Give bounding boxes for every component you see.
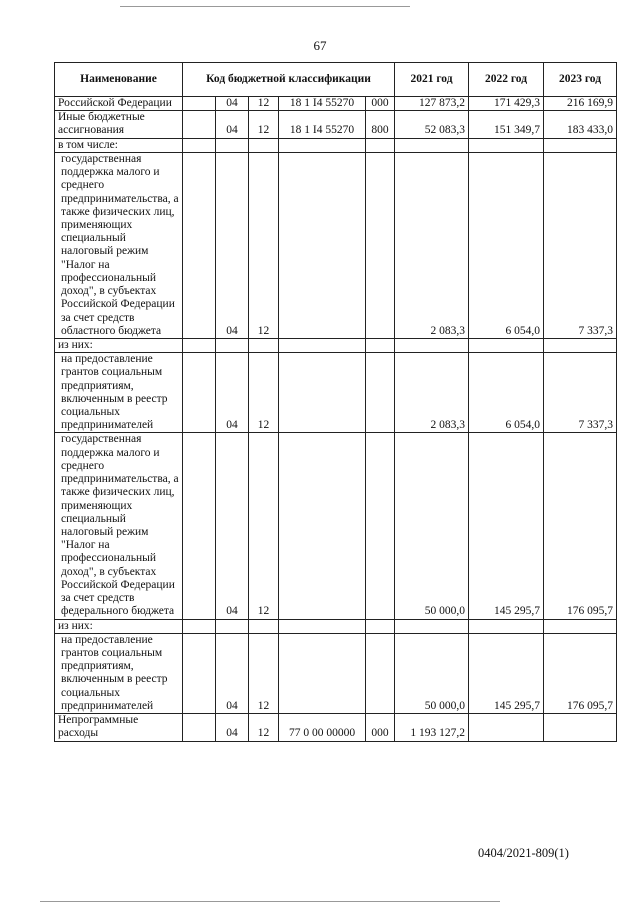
table-row <box>55 433 617 619</box>
cell-section: 04 <box>216 714 249 741</box>
cell-2022: 145 295,7 <box>469 633 544 713</box>
cell-blank <box>183 338 216 352</box>
cell-expense-type <box>366 152 395 338</box>
cell-2023: 183 433,0 <box>544 111 617 138</box>
cell-subsection: 12 <box>249 633 279 713</box>
cell-name: Иные бюджетные ассигнования <box>55 111 183 138</box>
cell-2023 <box>544 714 617 741</box>
cell-section: 04 <box>216 633 249 713</box>
cell-expense-type <box>366 619 395 633</box>
cell-target-article <box>279 338 366 352</box>
cell-target-article <box>279 633 366 713</box>
cell-name: из них: <box>55 619 183 633</box>
cell-blank <box>183 714 216 741</box>
cell-2021: 50 000,0 <box>395 633 469 713</box>
header-code: Код бюджетной классификации <box>183 63 395 97</box>
table-row <box>55 338 617 352</box>
cell-name: Непрограммные расходы <box>55 714 183 741</box>
scan-artifact-top <box>120 6 410 7</box>
cell-section: 04 <box>216 111 249 138</box>
cell-section: 04 <box>216 97 249 111</box>
cell-2022: 171 429,3 <box>469 97 544 111</box>
cell-expense-type: 800 <box>366 111 395 138</box>
cell-target-article: 18 1 I4 55270 <box>279 111 366 138</box>
cell-2023: 7 337,3 <box>544 152 617 338</box>
cell-blank <box>183 619 216 633</box>
table-row <box>55 619 617 633</box>
header-2023: 2023 год <box>544 63 617 97</box>
table-row <box>55 714 617 741</box>
document-code: 0404/2021-809(1) <box>478 846 569 860</box>
cell-2021: 2 083,3 <box>395 353 469 433</box>
table-row <box>55 138 617 152</box>
scan-artifact-bottom <box>40 901 500 902</box>
cell-2023 <box>544 138 617 152</box>
cell-target-article <box>279 152 366 338</box>
cell-subsection <box>249 338 279 352</box>
cell-blank <box>183 633 216 713</box>
table-body <box>55 97 617 742</box>
cell-2022 <box>469 338 544 352</box>
cell-section <box>216 619 249 633</box>
cell-name: государственная поддержка малого и среднего предпринимательства, а также физических лиц, применяющих специальный налоговый режим "Налог на профессиональный доход", в субъектах Российской Федерации за счет средств федерального бюджета <box>55 433 183 619</box>
header-name: Наименование <box>55 63 183 97</box>
cell-2021 <box>395 138 469 152</box>
cell-name: государственная поддержка малого и среднего предпринимательства, а также физических лиц, применяющих специальный налоговый режим "Налог на профессиональный доход", в субъектах Российской Федерации за счет средств областного бюджета <box>55 152 183 338</box>
cell-name: на предоставление грантов социальным предприятиям, включенным в реестр социальных предпринимателей <box>55 633 183 713</box>
cell-subsection <box>249 138 279 152</box>
cell-blank <box>183 97 216 111</box>
header-2022: 2022 год <box>469 63 544 97</box>
cell-2021 <box>395 619 469 633</box>
cell-name: из них: <box>55 338 183 352</box>
cell-section: 04 <box>216 433 249 619</box>
cell-subsection: 12 <box>249 152 279 338</box>
cell-subsection: 12 <box>249 714 279 741</box>
header-2021: 2021 год <box>395 63 469 97</box>
cell-target-article <box>279 433 366 619</box>
table-row <box>55 111 617 138</box>
cell-2023: 176 095,7 <box>544 433 617 619</box>
budget-table <box>54 62 617 742</box>
table-row <box>55 633 617 713</box>
table-row <box>55 353 617 433</box>
cell-2023 <box>544 619 617 633</box>
cell-target-article: 77 0 00 00000 <box>279 714 366 741</box>
cell-section: 04 <box>216 152 249 338</box>
cell-2022 <box>469 714 544 741</box>
table-row <box>55 97 617 111</box>
cell-section <box>216 138 249 152</box>
cell-2021: 1 193 127,2 <box>395 714 469 741</box>
cell-subsection: 12 <box>249 111 279 138</box>
cell-section: 04 <box>216 353 249 433</box>
cell-2022: 151 349,7 <box>469 111 544 138</box>
cell-2022: 145 295,7 <box>469 433 544 619</box>
cell-2021: 52 083,3 <box>395 111 469 138</box>
cell-2022 <box>469 138 544 152</box>
cell-2023: 176 095,7 <box>544 633 617 713</box>
cell-expense-type <box>366 338 395 352</box>
cell-2023: 216 169,9 <box>544 97 617 111</box>
cell-2021: 127 873,2 <box>395 97 469 111</box>
cell-2021: 2 083,3 <box>395 152 469 338</box>
cell-subsection: 12 <box>249 353 279 433</box>
cell-2023: 7 337,3 <box>544 353 617 433</box>
cell-subsection <box>249 619 279 633</box>
cell-target-article: 18 1 I4 55270 <box>279 97 366 111</box>
cell-name: в том числе: <box>55 138 183 152</box>
table-header-row <box>55 63 617 97</box>
cell-target-article <box>279 619 366 633</box>
cell-2021: 50 000,0 <box>395 433 469 619</box>
table-row <box>55 152 617 338</box>
cell-2021 <box>395 338 469 352</box>
cell-expense-type <box>366 138 395 152</box>
cell-name: на предоставление грантов социальным предприятиям, включенным в реестр социальных предпринимателей <box>55 353 183 433</box>
cell-blank <box>183 138 216 152</box>
cell-blank <box>183 353 216 433</box>
cell-2022 <box>469 619 544 633</box>
cell-2023 <box>544 338 617 352</box>
cell-2022: 6 054,0 <box>469 353 544 433</box>
cell-expense-type <box>366 433 395 619</box>
cell-2022: 6 054,0 <box>469 152 544 338</box>
cell-subsection: 12 <box>249 433 279 619</box>
cell-expense-type: 000 <box>366 714 395 741</box>
cell-blank <box>183 111 216 138</box>
cell-subsection: 12 <box>249 97 279 111</box>
cell-blank <box>183 152 216 338</box>
cell-expense-type: 000 <box>366 97 395 111</box>
cell-expense-type <box>366 353 395 433</box>
cell-section <box>216 338 249 352</box>
cell-name: Российской Федерации <box>55 97 183 111</box>
cell-expense-type <box>366 633 395 713</box>
cell-blank <box>183 433 216 619</box>
cell-target-article <box>279 138 366 152</box>
page-number: 67 <box>313 38 327 53</box>
cell-target-article <box>279 353 366 433</box>
